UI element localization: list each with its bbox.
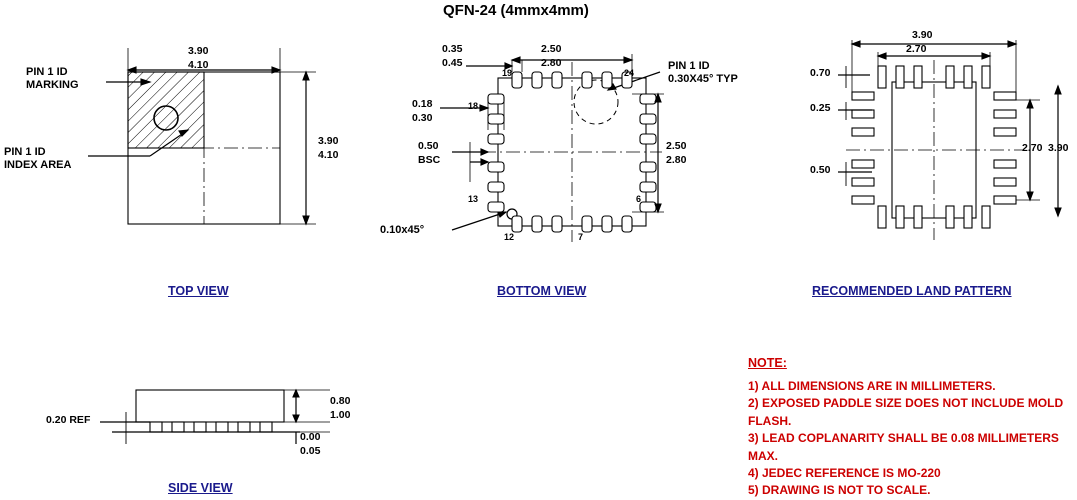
paddle-y-max: 2.80 [666,154,687,166]
top-view-width-max: 3.90 [188,45,209,57]
pin1-id-index-label-line1: PIN 1 ID [4,146,46,158]
paddle-x-min: 2.50 [541,43,562,55]
pin-number-13: 13 [468,194,479,204]
page-title: QFN-24 (4mmx4mm) [443,2,589,19]
side-standoff-ref: 0.20 REF [46,414,91,426]
pin-number-24: 24 [624,68,635,78]
chamfer-dim: 0.10x45° [380,224,425,236]
lead-length-min: 0.18 [412,98,433,110]
note-item-4: 4) JEDEC REFERENCE IS MO-220 [748,465,941,480]
side-seat-max: 0.05 [300,445,321,457]
pin-number-7: 7 [578,232,584,242]
note-item-5: 5) DRAWING IS NOT TO SCALE. [748,483,931,498]
land-dim-mid: 0.25 [810,102,831,114]
paddle-y-min: 2.50 [666,140,687,152]
pin-number-19: 19 [502,68,513,78]
pin1-id-marking-label-line1: PIN 1 ID [26,66,68,78]
land-dim-bottom: 0.50 [810,164,831,176]
pin1-id-callout-line1: PIN 1 ID [668,60,710,72]
pin1-id-callout-line2: 0.30X45° TYP [668,73,738,85]
bottom-lead-width-max: 0.45 [442,57,463,69]
pin-number-18: 18 [468,101,479,111]
land-right-outer: 3.90 [1048,142,1069,154]
view-label-side: SIDE VIEW [168,481,233,495]
note-item-3: 3) LEAD COPLANARITY SHALL BE 0.08 MILLIMETERS MAX. [748,431,1059,463]
notes-list [748,378,1077,500]
side-seat-min: 0.00 [300,431,321,443]
note-item-2: 2) EXPOSED PADDLE SIZE DOES NOT INCLUDE MOLD FLASH. [748,396,1064,428]
top-view-width-min: 4.10 [188,59,209,71]
paddle-x-max: 2.80 [541,57,562,69]
top-view-height-min: 4.10 [318,149,339,161]
pitch-value: 0.50 [418,140,439,152]
land-inner-width: 2.70 [906,43,927,55]
pin1-id-marking-label-line2: MARKING [26,79,79,91]
bottom-lead-width-min: 0.35 [442,43,463,55]
top-view-height-max: 3.90 [318,135,339,147]
view-label-bottom: BOTTOM VIEW [497,284,587,298]
pitch-note: BSC [418,154,441,166]
view-label-top: TOP VIEW [168,284,229,298]
lead-length-max: 0.30 [412,112,433,124]
view-label-land: RECOMMENDED LAND PATTERN [812,284,1012,298]
land-right-inner: 2.70 [1022,142,1043,154]
pin-number-6: 6 [636,194,642,204]
note-item-1: 1) ALL DIMENSIONS ARE IN MILLIMETERS. [748,379,996,393]
side-height-min: 0.80 [330,395,351,407]
land-dim-top: 0.70 [810,67,831,79]
pin-number-12: 12 [504,232,515,242]
pin1-id-index-label-line2: INDEX AREA [4,159,72,171]
side-height-max: 1.00 [330,409,351,421]
notes-heading: NOTE: [748,356,787,370]
land-outer-width: 3.90 [912,29,933,41]
